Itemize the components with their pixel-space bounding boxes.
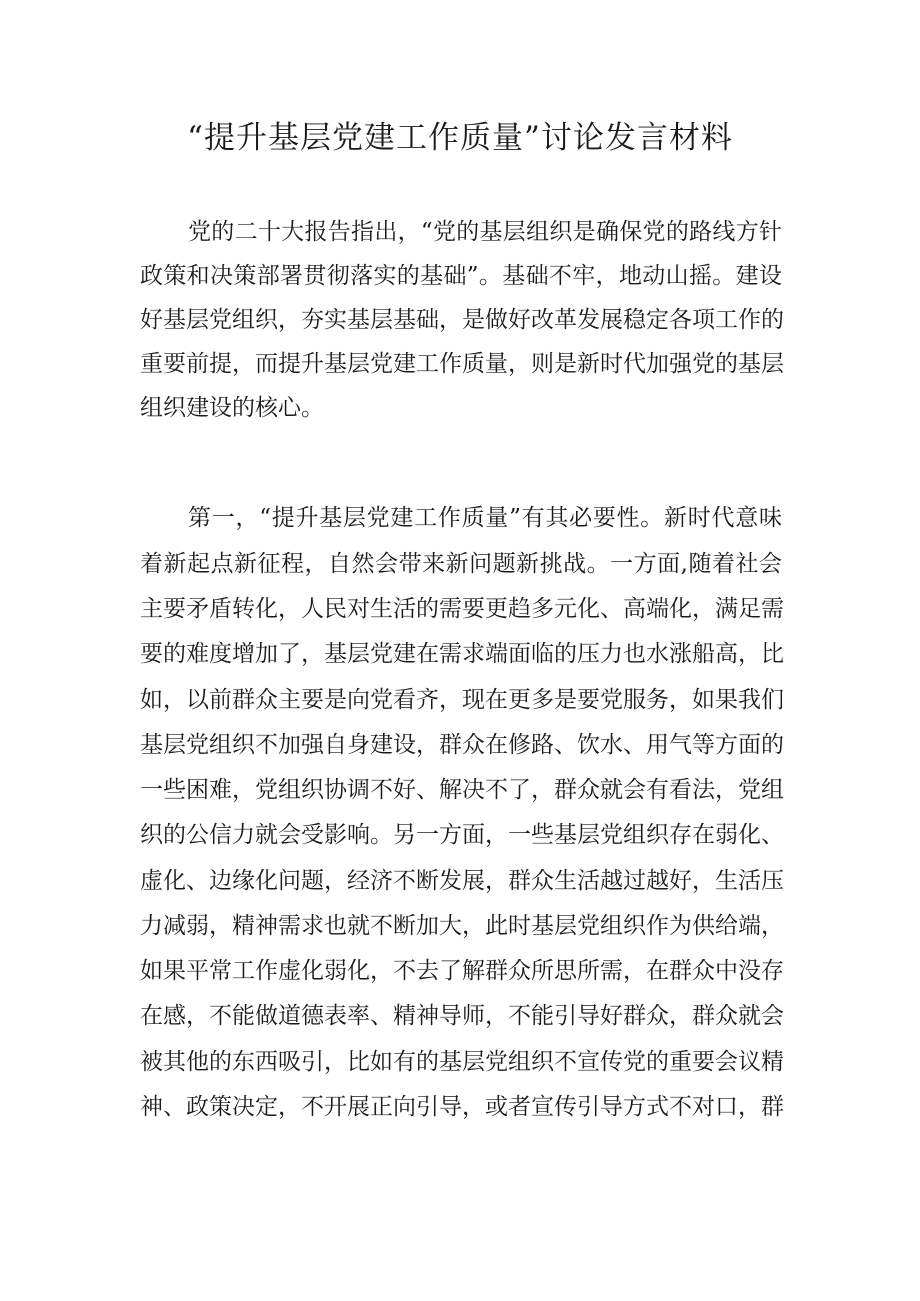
paragraph-1-line-5: 组织建设的核心。 xyxy=(140,395,324,421)
paragraph-2-line-10: 力减弱，精神需求也就不断加大，此时基层党组织作为供给端， xyxy=(140,913,784,939)
paragraph-2-line-2: 着新起点新征程，自然会带来新问题新挑战。一方面,随着社会 xyxy=(140,551,782,577)
paragraph-2-line-6: 基层党组织不加强自身建设，群众在修路、饮水、用气等方面的 xyxy=(140,732,784,758)
paragraph-2-line-1: 第一，“提升基层党建工作质量”有其必要性。新时代意味 xyxy=(188,505,782,531)
paragraph-2-line-3: 主要矛盾转化，人民对生活的需要更趋多元化、高端化，满足需 xyxy=(140,596,784,622)
paragraph-1-line-4: 重要前提，而提升基层党建工作质量，则是新时代加强党的基层 xyxy=(140,351,784,377)
paragraph-2-line-4: 要的难度增加了，基层党建在需求端面临的压力也水涨船高，比 xyxy=(140,641,784,667)
paragraph-2-line-11: 如果平常工作虚化弱化，不去了解群众所思所需，在群众中没存 xyxy=(140,958,784,984)
paragraph-1-line-1: 党的二十大报告指出，“党的基层组织是确保党的路线方针 xyxy=(188,219,782,245)
paragraph-2-line-14: 神、政策决定，不开展正向引导，或者宣传引导方式不对口，群 xyxy=(140,1094,784,1120)
paragraph-2-line-13: 被其他的东西吸引，比如有的基层党组织不宣传党的重要会议精 xyxy=(140,1049,784,1075)
paragraph-2-line-12: 在感，不能做道德表率、精神导师，不能引导好群众，群众就会 xyxy=(140,1003,784,1029)
paragraph-2-line-8: 织的公信力就会受影响。另一方面，一些基层党组织存在弱化、 xyxy=(140,822,784,848)
paragraph-1-line-3: 好基层党组织，夯实基层基础，是做好改革发展稳定各项工作的 xyxy=(140,307,784,333)
paragraph-2-line-5: 如，以前群众主要是向党看齐，现在更多是要党服务，如果我们 xyxy=(140,687,784,713)
paragraph-2-line-9: 虚化、边缘化问题，经济不断发展，群众生活越过越好，生活压 xyxy=(140,868,784,894)
paragraph-2-line-7: 一些困难，党组织协调不好、解决不了，群众就会有看法，党组 xyxy=(140,777,784,803)
document-title: “提升基层党建工作质量”讨论发言材料 xyxy=(187,120,733,156)
paragraph-1-line-2: 政策和决策部署贯彻落实的基础”。基础不牢，地动山摇。建设 xyxy=(140,263,782,289)
